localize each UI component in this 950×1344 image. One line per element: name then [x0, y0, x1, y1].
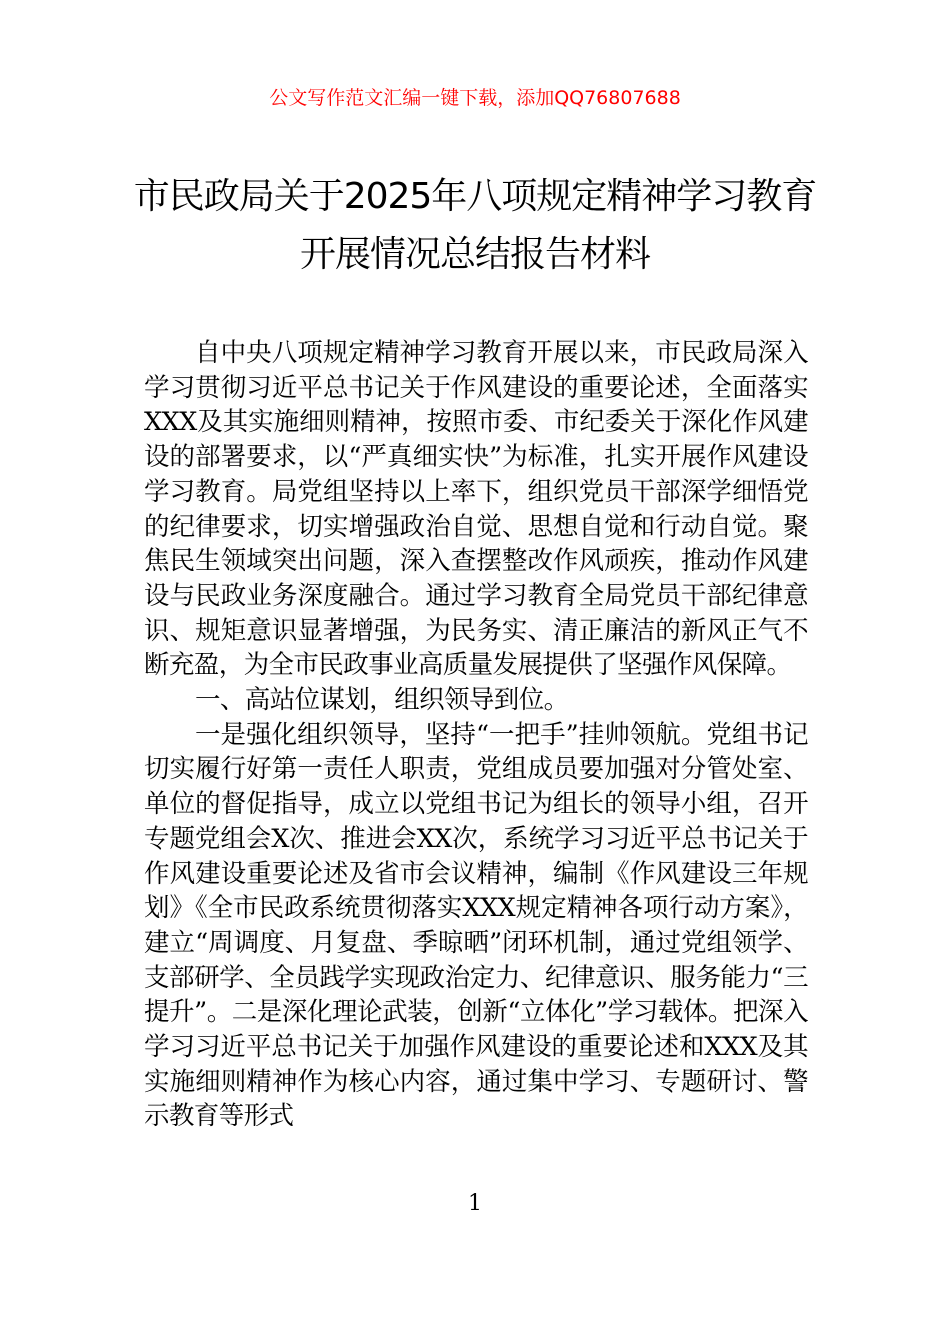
- document-title: 市民政局关于2025年八项规定精神学习教育开展情况总结报告材料: [133, 176, 817, 275]
- watermark-text: 公文写作范文汇编一键下载，添加QQ76807688: [269, 87, 681, 109]
- intro-paragraph: 自中央八项规定精神学习教育开展以来，市民政局深入学习贯彻习近平总书记关于作风建设的重要论述，全面落实XXX及其实施细则精神，按照市委、市纪委关于深化作风建设的部署要求，以“严真细实快”为标准，扎实开展作风建设学习教育。局党组坚持以上率下，组织党员干部深学细悟党的纪律要求，切实增强政治自觉、思想自觉和行动自觉。聚焦民生领域突出问题，深入查摆整改作风顽疾，推动作风建设与民政业务深度融合。通过学习教育全局党员干部纪律意识、规矩意识显著增强，为民务实、清正廉洁的新风正气不断充盈，为全市民政事业高质量发展提供了坚强作风保障。: [144, 338, 808, 681]
- document-body: [144, 336, 808, 1134]
- section-heading: 一、高站位谋划，组织领导到位。: [195, 685, 569, 716]
- section-paragraph: 一是强化组织领导，坚持“一把手”挂帅领航。党组书记切实履行好第一责任人职责，党组成员要加强对分管处室、单位的督促指导，成立以党组书记为组长的领导小组，召开专题党组会X次、推进会XX次，系统学习习近平总书记关于作风建设重要论述及省市会议精神，编制《作风建设三年规划》《全市民政系统贯彻落实XXX规定精神各项行动方案》，建立“周调度、月复盘、季晾晒”闭环机制，通过党组领学、支部研学、全员践学实现政治定力、纪律意识、服务能力“三提升”。二是深化理论武装，创新“立体化”学习载体。把深入学习习近平总书记关于加强作风建设的重要论述和XXX及其实施细则精神作为核心内容，通过集中学习、专题研讨、警示教育等形式: [144, 719, 808, 1132]
- page-number: 1: [468, 1191, 482, 1216]
